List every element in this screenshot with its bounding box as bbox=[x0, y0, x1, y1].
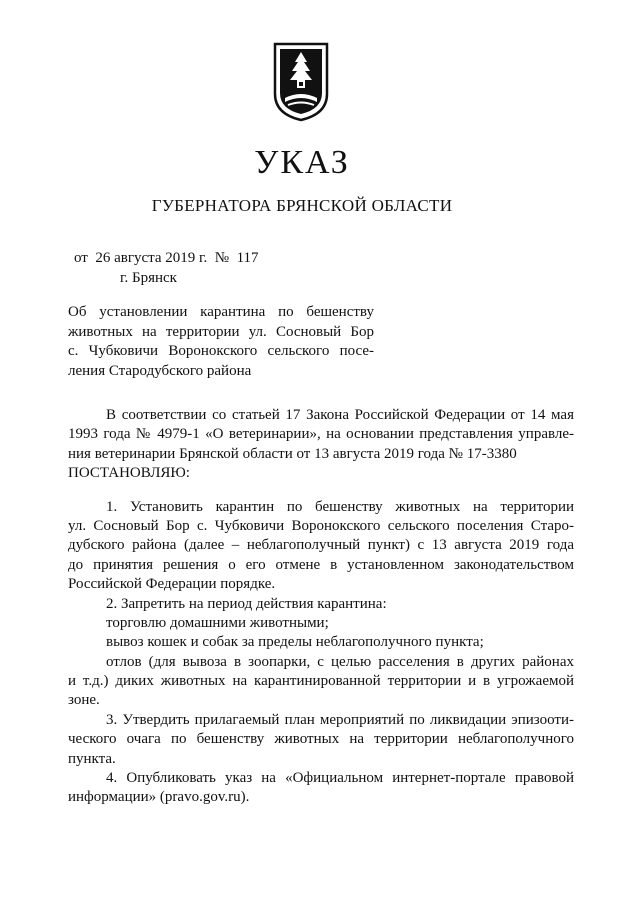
body-line: 2. Запретить на период действия карантина: bbox=[106, 595, 387, 612]
body-line: 3. Утвердить прилагаемый план мероприятий по ликвидации эпизооти- bbox=[106, 711, 574, 728]
subject-line: ления Стародубского района bbox=[68, 362, 252, 379]
body-line: 1993 года № 4979-1 «О ветеринарии», на основании представления управле- bbox=[68, 426, 574, 443]
body-line: и т.д.) диких животных на карантинированной территории и в угрожаемой bbox=[68, 673, 574, 690]
subject-line: Об установлении карантина по бешенству bbox=[68, 304, 374, 320]
body-line: Российской Федерации порядке. bbox=[68, 576, 276, 593]
body-line: ул. Сосновый Бор с. Чубковичи Воронокского сельского поселения Старо- bbox=[68, 517, 574, 534]
body-line: торговлю домашними животными; bbox=[106, 614, 329, 631]
subject-line: животных на территории ул. Сосновый Бор bbox=[68, 323, 374, 340]
document-title: УКАЗ bbox=[254, 144, 350, 181]
body-line: ния ветеринарии Брянской области от 13 августа 2019 года № 17-3380 bbox=[68, 445, 517, 462]
body-line: ПОСТАНОВЛЯЮ: bbox=[68, 465, 190, 482]
body-line: В соответствии со статьей 17 Закона Российской Федерации от 14 мая bbox=[106, 407, 574, 423]
document-body bbox=[68, 406, 574, 808]
body-line: зоне. bbox=[68, 692, 100, 709]
document-city: г. Брянск bbox=[120, 270, 177, 286]
body-line: пункта. bbox=[68, 750, 116, 767]
body-line: информации» (pravo.gov.ru). bbox=[68, 789, 250, 806]
item-3 bbox=[68, 711, 574, 769]
item-1 bbox=[68, 498, 574, 595]
body-line: 1. Установить карантин по бешенству животных на территории bbox=[106, 498, 574, 515]
document-issuer: ГУБЕРНАТОРА БРЯНСКОЙ ОБЛАСТИ bbox=[151, 196, 453, 215]
item-4 bbox=[68, 769, 574, 808]
body-line: вывоз кошек и собак за пределы неблагополучного пункта; bbox=[106, 634, 484, 651]
document-date-number: от 26 августа 2019 г. № 117 bbox=[74, 250, 259, 266]
item-2 bbox=[68, 595, 574, 711]
body-line: дубского района (далее – неблагополучный пункт) с 13 августа 2019 года bbox=[68, 537, 574, 554]
document-subject bbox=[68, 303, 374, 381]
body-line: ческого очага по бешенству животных на территории неблагополучного bbox=[68, 731, 574, 748]
coat-of-arms-icon bbox=[273, 42, 329, 122]
body-line: 4. Опубликовать указ на «Официальном интернет-портале правовой bbox=[106, 770, 574, 787]
preamble bbox=[68, 406, 574, 484]
subject-line: с. Чубковичи Воронокского сельского посе- bbox=[68, 343, 374, 359]
body-line: до принятия решения о его отмене в установленном законодательством bbox=[68, 556, 574, 573]
body-line: отлов (для вывоза в зоопарки, с целью расселения в других районах bbox=[106, 653, 574, 670]
